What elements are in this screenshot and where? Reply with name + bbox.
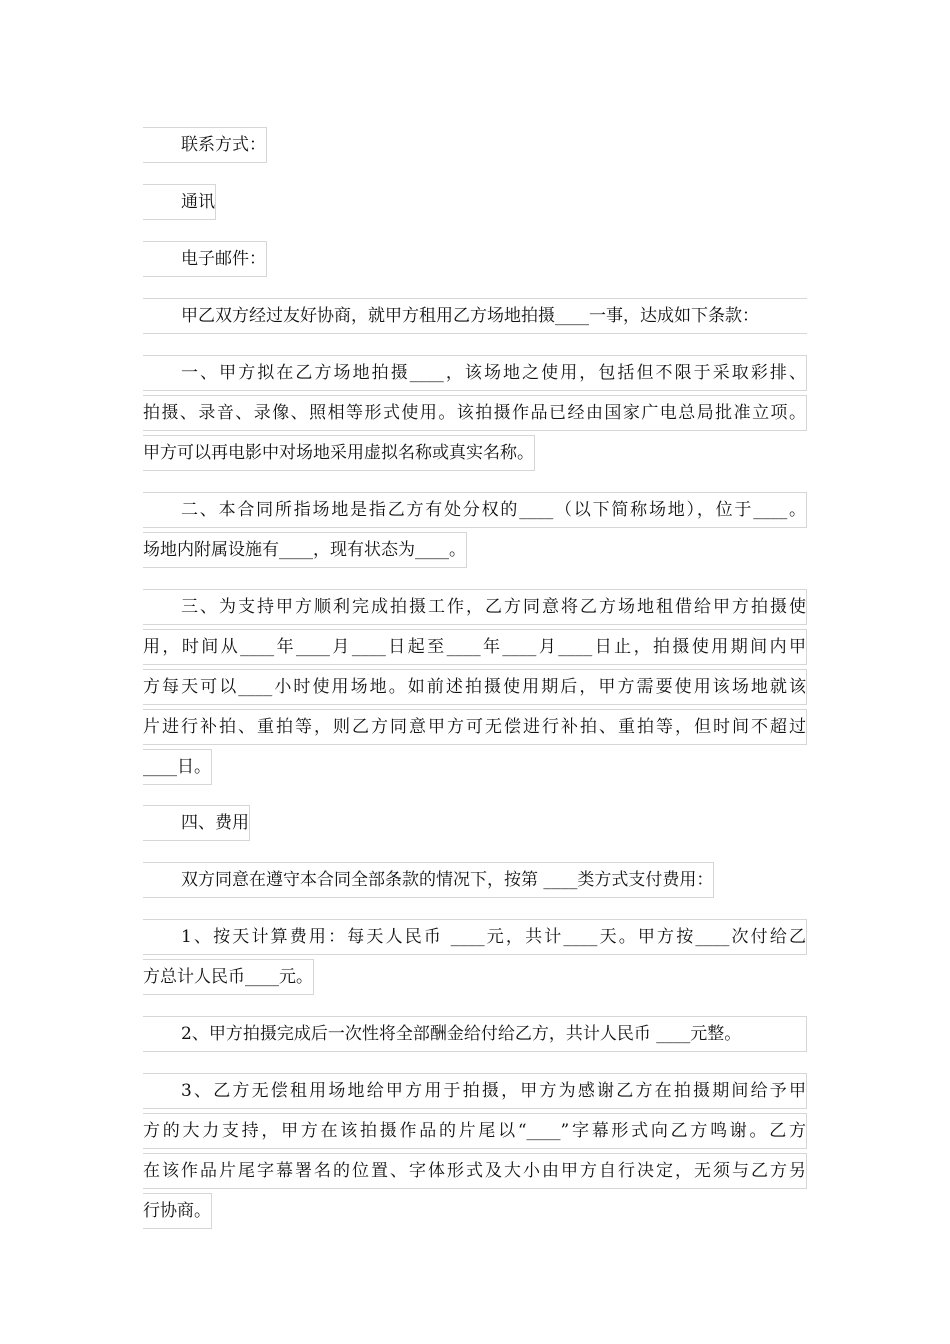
intro-para: [143, 298, 807, 338]
clause-2: [143, 492, 807, 572]
fee-item-1-line: 1、按天计算费用：每天人民币 ____元，共计____天。甲方按____次付给乙: [143, 919, 807, 955]
clause-3-line: 用，时间从____年____月____日起至____年____月____日止，拍摄使用期间内甲: [143, 629, 807, 665]
fee-item-3-line: 方的大力支持，甲方在该拍摄作品的片尾以“____”字幕形式向乙方鸣谢。乙方: [143, 1113, 807, 1149]
contact-email-para: [143, 241, 807, 281]
fee-item-2: [143, 1016, 807, 1056]
intro-line: 甲乙双方经过友好协商，就甲方租用乙方场地拍摄____一事，达成如下条款：: [143, 298, 807, 334]
clause-4-intro-para: [143, 862, 807, 902]
contact-email-line: 电子邮件：: [143, 241, 267, 277]
fee-item-1: [143, 919, 807, 999]
fee-item-1-line: 方总计人民币____元。: [143, 959, 314, 995]
clause-2-line: 二、本合同所指场地是指乙方有处分权的____（以下简称场地），位于____。: [143, 492, 807, 528]
contact-method-para: [143, 127, 807, 167]
clause-2-line: 场地内附属设施有____，现有状态为____。: [143, 532, 467, 568]
fee-item-3: [143, 1073, 807, 1233]
clause-4-title: 四、费用: [143, 805, 250, 841]
contact-comm-para: [143, 184, 807, 224]
clause-1: [143, 355, 807, 475]
contact-method-line: 联系方式：: [143, 127, 267, 163]
clause-1-line: 一、甲方拟在乙方场地拍摄____，该场地之使用，包括但不限于采取彩排、: [143, 355, 807, 391]
clause-3-line: 片进行补拍、重拍等，则乙方同意甲方可无偿进行补拍、重拍等，但时间不超过: [143, 709, 807, 745]
fee-item-3-line: 在该作品片尾字幕署名的位置、字体形式及大小由甲方自行决定，无须与乙方另: [143, 1153, 807, 1189]
fee-item-2-line: 2、甲方拍摄完成后一次性将全部酬金给付给乙方，共计人民币 ____元整。: [143, 1016, 807, 1052]
clause-1-line: 拍摄、录音、录像、照相等形式使用。该拍摄作品已经由国家广电总局批准立项。: [143, 395, 807, 431]
fee-item-3-line: 行协商。: [143, 1193, 212, 1229]
clause-4-title-para: [143, 805, 807, 845]
contact-comm-line: 通讯: [143, 184, 216, 220]
clause-1-line: 甲方可以再电影中对场地采用虚拟名称或真实名称。: [143, 435, 535, 471]
fee-item-3-line: 3、乙方无偿租用场地给甲方用于拍摄，甲方为感谢乙方在拍摄期间给予甲: [143, 1073, 807, 1109]
clause-3-line: 三、为支持甲方顺利完成拍摄工作，乙方同意将乙方场地租借给甲方拍摄使: [143, 589, 807, 625]
clause-3-line: 方每天可以____小时使用场地。如前述拍摄使用期后，甲方需要使用该场地就该: [143, 669, 807, 705]
clause-4-intro: 双方同意在遵守本合同全部条款的情况下，按第 ____类方式支付费用：: [143, 862, 714, 898]
clause-3-line: ____日。: [143, 749, 212, 785]
clause-3: [143, 589, 807, 789]
